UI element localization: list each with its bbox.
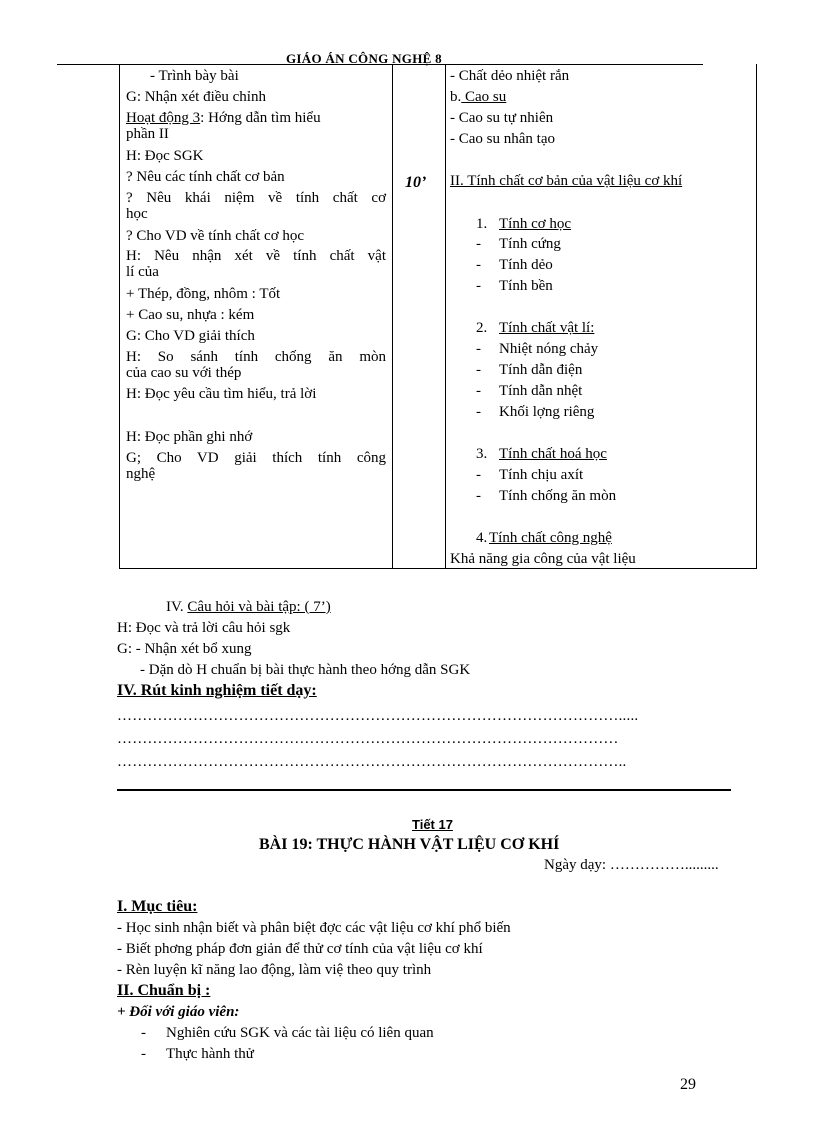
prep-item-2: Thực hành thử [166, 1046, 254, 1062]
review-dots-1: ………………………………………………………………………………………..... [117, 708, 639, 724]
s1-number: 1. [476, 216, 488, 232]
objective-3: - Rèn luyện kĩ năng lao động, làm việ theo quy trình [117, 962, 432, 978]
right-line-3: - Cao su tự nhiên [450, 110, 554, 126]
left-line-16: của cao su với thép [126, 365, 242, 381]
left-line-3: Hoạt động 3: Hớng dẫn tìm hiểu [126, 110, 321, 126]
review-heading: IV. Rút kinh nghiệm tiết dạy: [117, 682, 317, 699]
preparation-heading: II. Chuẩn bị : [117, 982, 211, 999]
left-line-6: ? Nêu các tính chất cơ bản [126, 169, 285, 185]
s1-item-1: Tính cứng [499, 236, 561, 252]
teacher-heading: + Đối với giáo viên: [117, 1004, 240, 1020]
s4-number: 4. [476, 530, 488, 546]
s2-dash-1: - [476, 341, 481, 357]
s2-item-4: Khối lợng riêng [499, 404, 595, 420]
prep-dash-1: - [141, 1025, 146, 1041]
table-border-mid2 [445, 64, 446, 569]
s3-number: 3. [476, 446, 488, 462]
s2-dash-2: - [476, 362, 481, 378]
s2-item-1: Nhiệt nóng chảy [499, 341, 599, 357]
table-border-mid1 [392, 64, 393, 569]
section4-line-3: - Dặn dò H chuẩn bị bài thực hành theo hớng dẫn SGK [140, 662, 471, 678]
left-line-18: H: Đọc phần ghi nhớ [126, 429, 253, 445]
right-line-4: - Cao su nhân tạo [450, 131, 555, 147]
period-label: Tiết 17 [412, 817, 453, 832]
s1-dash-2: - [476, 257, 481, 273]
s3-title: Tính chất hoá học [499, 446, 607, 462]
teaching-date: Ngày dạy: ……………......... [544, 857, 719, 873]
objectives-heading: I. Mục tiêu: [117, 898, 198, 915]
s1-dash-1: - [476, 236, 481, 252]
section-2-heading: II. Tính chất cơ bản của vật liệu cơ khí [450, 173, 683, 189]
table-border-left [119, 64, 120, 569]
section-divider [117, 789, 731, 791]
left-line-14: G: Cho VD giải thích [126, 328, 255, 344]
section4-heading: IV. Câu hỏi và bài tập: ( 7’) [166, 599, 331, 615]
right-line-2: b. Cao su [450, 89, 507, 105]
section4-line-1: H: Đọc và trả lời câu hỏi sgk [117, 620, 291, 636]
left-line-4: phần II [126, 126, 169, 142]
review-dots-2: ……………………………………………………………………………………… [117, 731, 619, 747]
prep-dash-2: - [141, 1046, 146, 1062]
table-border-right [756, 64, 757, 569]
review-dots-3: ……………………………………………………………………………………….. [117, 754, 627, 770]
s3-dash-1: - [476, 467, 481, 483]
left-line-10: H: Nêu nhận xét về tính chất vật [126, 248, 386, 264]
page-header: GIÁO ÁN CÔNG NGHỆ 8 [286, 51, 442, 66]
activity3-label: Hoạt động 3 [126, 110, 201, 126]
s1-dash-3: - [476, 278, 481, 294]
prep-item-1: Nghiên cứu SGK và các tài liệu có liên quan [166, 1025, 434, 1041]
s2-title: Tính chất vật lí: [499, 320, 595, 336]
left-line-5: H: Đọc SGK [126, 148, 204, 164]
left-line-8: học [126, 206, 148, 222]
left-line-19: G; Cho VD giải thích tính công [126, 450, 386, 466]
left-line-13: + Cao su, nhựa : kém [126, 307, 255, 323]
left-line-2: G: Nhận xét điều chỉnh [126, 89, 266, 105]
objective-1: - Học sinh nhận biết và phân biệt đợc các vật liệu cơ khí phổ biến [117, 920, 511, 936]
left-line-17: H: Đọc yêu cầu tìm hiểu, trả lời [126, 386, 317, 402]
right-line-1: - Chất dẻo nhiệt rắn [450, 68, 570, 84]
left-line-11: lí của [126, 264, 159, 280]
s4-title: Tính chất công nghệ [489, 530, 612, 546]
header-rule [57, 64, 703, 65]
s1-item-3: Tính bền [499, 278, 553, 294]
left-line-9: ? Cho VD về tính chất cơ học [126, 228, 305, 244]
s1-item-2: Tính dẻo [499, 257, 553, 273]
s2-item-3: Tính dẫn nhệt [499, 383, 583, 399]
s2-dash-4: - [476, 404, 481, 420]
s1-title: Tính cơ học [499, 216, 572, 232]
left-line-20: nghệ [126, 466, 156, 482]
lesson-title: BÀI 19: THỰC HÀNH VẬT LIỆU CƠ KHÍ [259, 836, 560, 853]
left-line-12: + Thép, đồng, nhôm : Tốt [126, 286, 281, 302]
s4-line: Khả năng gia công của vật liệu [450, 551, 636, 567]
s2-item-2: Tính dẫn điện [499, 362, 583, 378]
page-number: 29 [680, 1076, 696, 1093]
table-border-bottom [119, 568, 757, 569]
left-line-1: - Trình bày bài [150, 68, 239, 84]
time-label: 10’ [405, 174, 427, 191]
section4-line-2: G: - Nhận xét bổ xung [117, 641, 252, 657]
s2-dash-3: - [476, 383, 481, 399]
s3-item-1: Tính chịu axít [499, 467, 584, 483]
objective-2: - Biết phơng pháp đơn giản để thử cơ tính của vật liệu cơ khí [117, 941, 483, 957]
s3-dash-2: - [476, 488, 481, 504]
s2-number: 2. [476, 320, 488, 336]
s3-item-2: Tính chống ăn mòn [499, 488, 617, 504]
left-line-7: ? Nêu khái niệm về tính chất cơ [126, 190, 386, 206]
left-line-15: H: So sánh tính chống ăn mòn [126, 349, 386, 365]
